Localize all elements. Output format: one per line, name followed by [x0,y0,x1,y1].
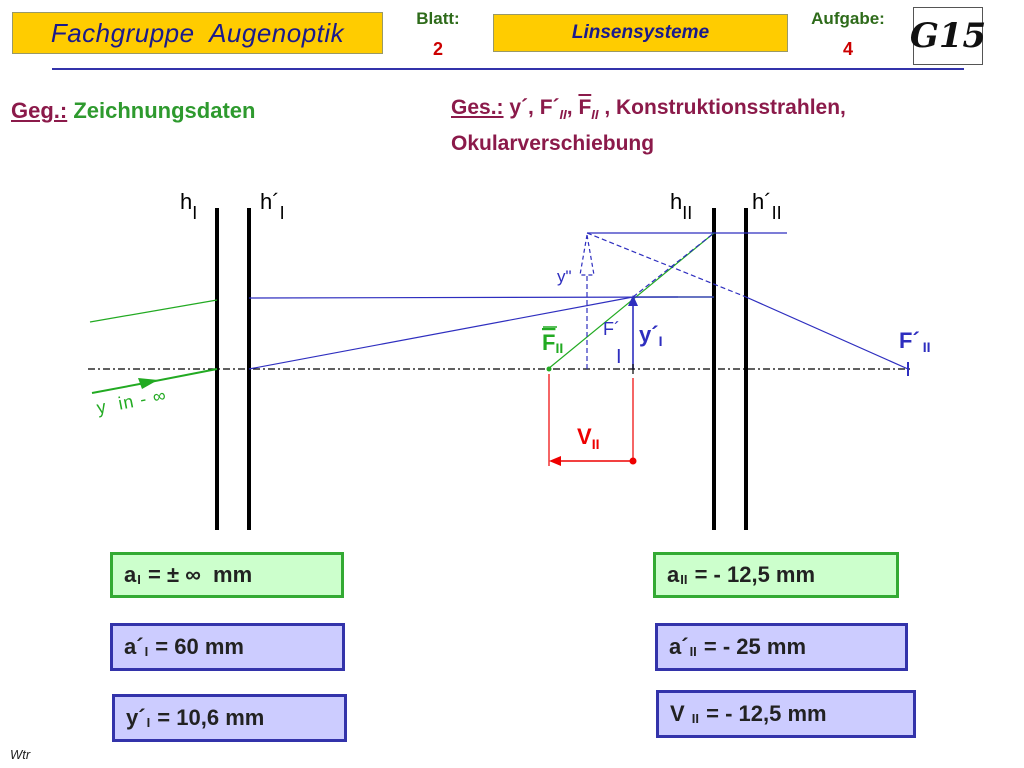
label-VII: $V_{II}$ [577,424,600,452]
box-V-II-rest: = - 12,5 mm [700,701,827,726]
box-V-II [656,690,916,738]
box-a-prime-I [110,623,345,671]
sought-mid: , [566,96,579,119]
box-a-prime-I-rest: = 60 mm [149,634,244,659]
label-hI-prime: $h´_I$ [260,189,285,223]
blue-ray-exit [746,297,908,369]
label-hII-prime: $h´_{II}$ [752,189,782,223]
box-V-II-main: V [670,701,691,726]
box-y-prime-I-sub: I [146,714,151,730]
focal-point-FII-marker [547,367,552,372]
task-label: Aufgabe: [811,9,885,28]
sheet-label: Blatt: [416,9,460,28]
given-prefix: Geg.: [11,98,68,123]
green-input-arrow-tail [145,369,217,383]
label-FI-prime: F´ I [603,319,622,368]
box-V-II-sub: II [691,710,700,726]
shift-origin-dot [630,458,637,465]
box-a-prime-II-sub: II [689,643,697,659]
label-hI: $h_I$ [180,189,198,223]
sought-f-bar: $\overline{F}$ [578,96,592,119]
sought-sub2: II [591,107,599,123]
box-a-I [110,552,344,598]
box-a-prime-II [655,623,908,671]
sought-rest: , Konstruktionsstrahlen, [598,96,846,119]
box-a-II [653,552,899,598]
sought-prefix: Ges.: [451,96,504,119]
sought-sub1: II [559,107,567,123]
box-a-prime-II-main: a´ [669,634,689,659]
box-y-prime-I-main: y´ [126,705,146,730]
given-text: Zeichnungsdaten [67,98,256,123]
sought-line2: Okularverschiebung [451,132,655,156]
box-a-II-main: a [667,562,680,587]
g15-logo: G15 [913,7,983,65]
blue-ray-parallel [249,297,678,298]
label-FII-prime: F´ II [899,328,931,355]
box-a-II-rest: = - 12,5 mm [688,562,816,587]
green-ray-incoming [90,300,217,322]
label-y-prime-I: y´I [639,322,663,349]
box-a-prime-I-main: a´ [124,634,144,659]
box-a-prime-I-sub: I [144,643,149,659]
box-a-II-sub: II [680,571,688,587]
label-FII: FII [542,330,564,356]
task-number: 4 [842,39,853,59]
label-y-in-infinity: y in - ∞ [94,384,169,418]
box-y-prime-I-rest: = 10,6 mm [151,705,265,730]
group-title: Fachgruppe Augenoptik [50,17,345,48]
box-a-prime-II-rest: = - 25 mm [697,634,807,659]
virtual-image-arrowhead [580,235,594,275]
sought-y: y´, F´ [503,96,560,119]
author-initials: Wtr [10,747,31,762]
shift-arrowhead [549,456,561,466]
label-y-double-prime: y" [557,267,572,286]
box-y-prime-I [112,694,347,742]
box-a-I-rest: = ± ∞ mm [141,562,253,587]
box-a-I-main: a [124,562,137,587]
sheet-number: 2 [432,39,443,59]
topic-title: Linsensysteme [571,22,710,43]
box-a-I-sub: I [137,571,141,587]
label-hII: $h_{II}$ [670,189,693,223]
blue-ray-chief [249,297,633,369]
blue-dashed-virtual-1 [587,233,746,297]
